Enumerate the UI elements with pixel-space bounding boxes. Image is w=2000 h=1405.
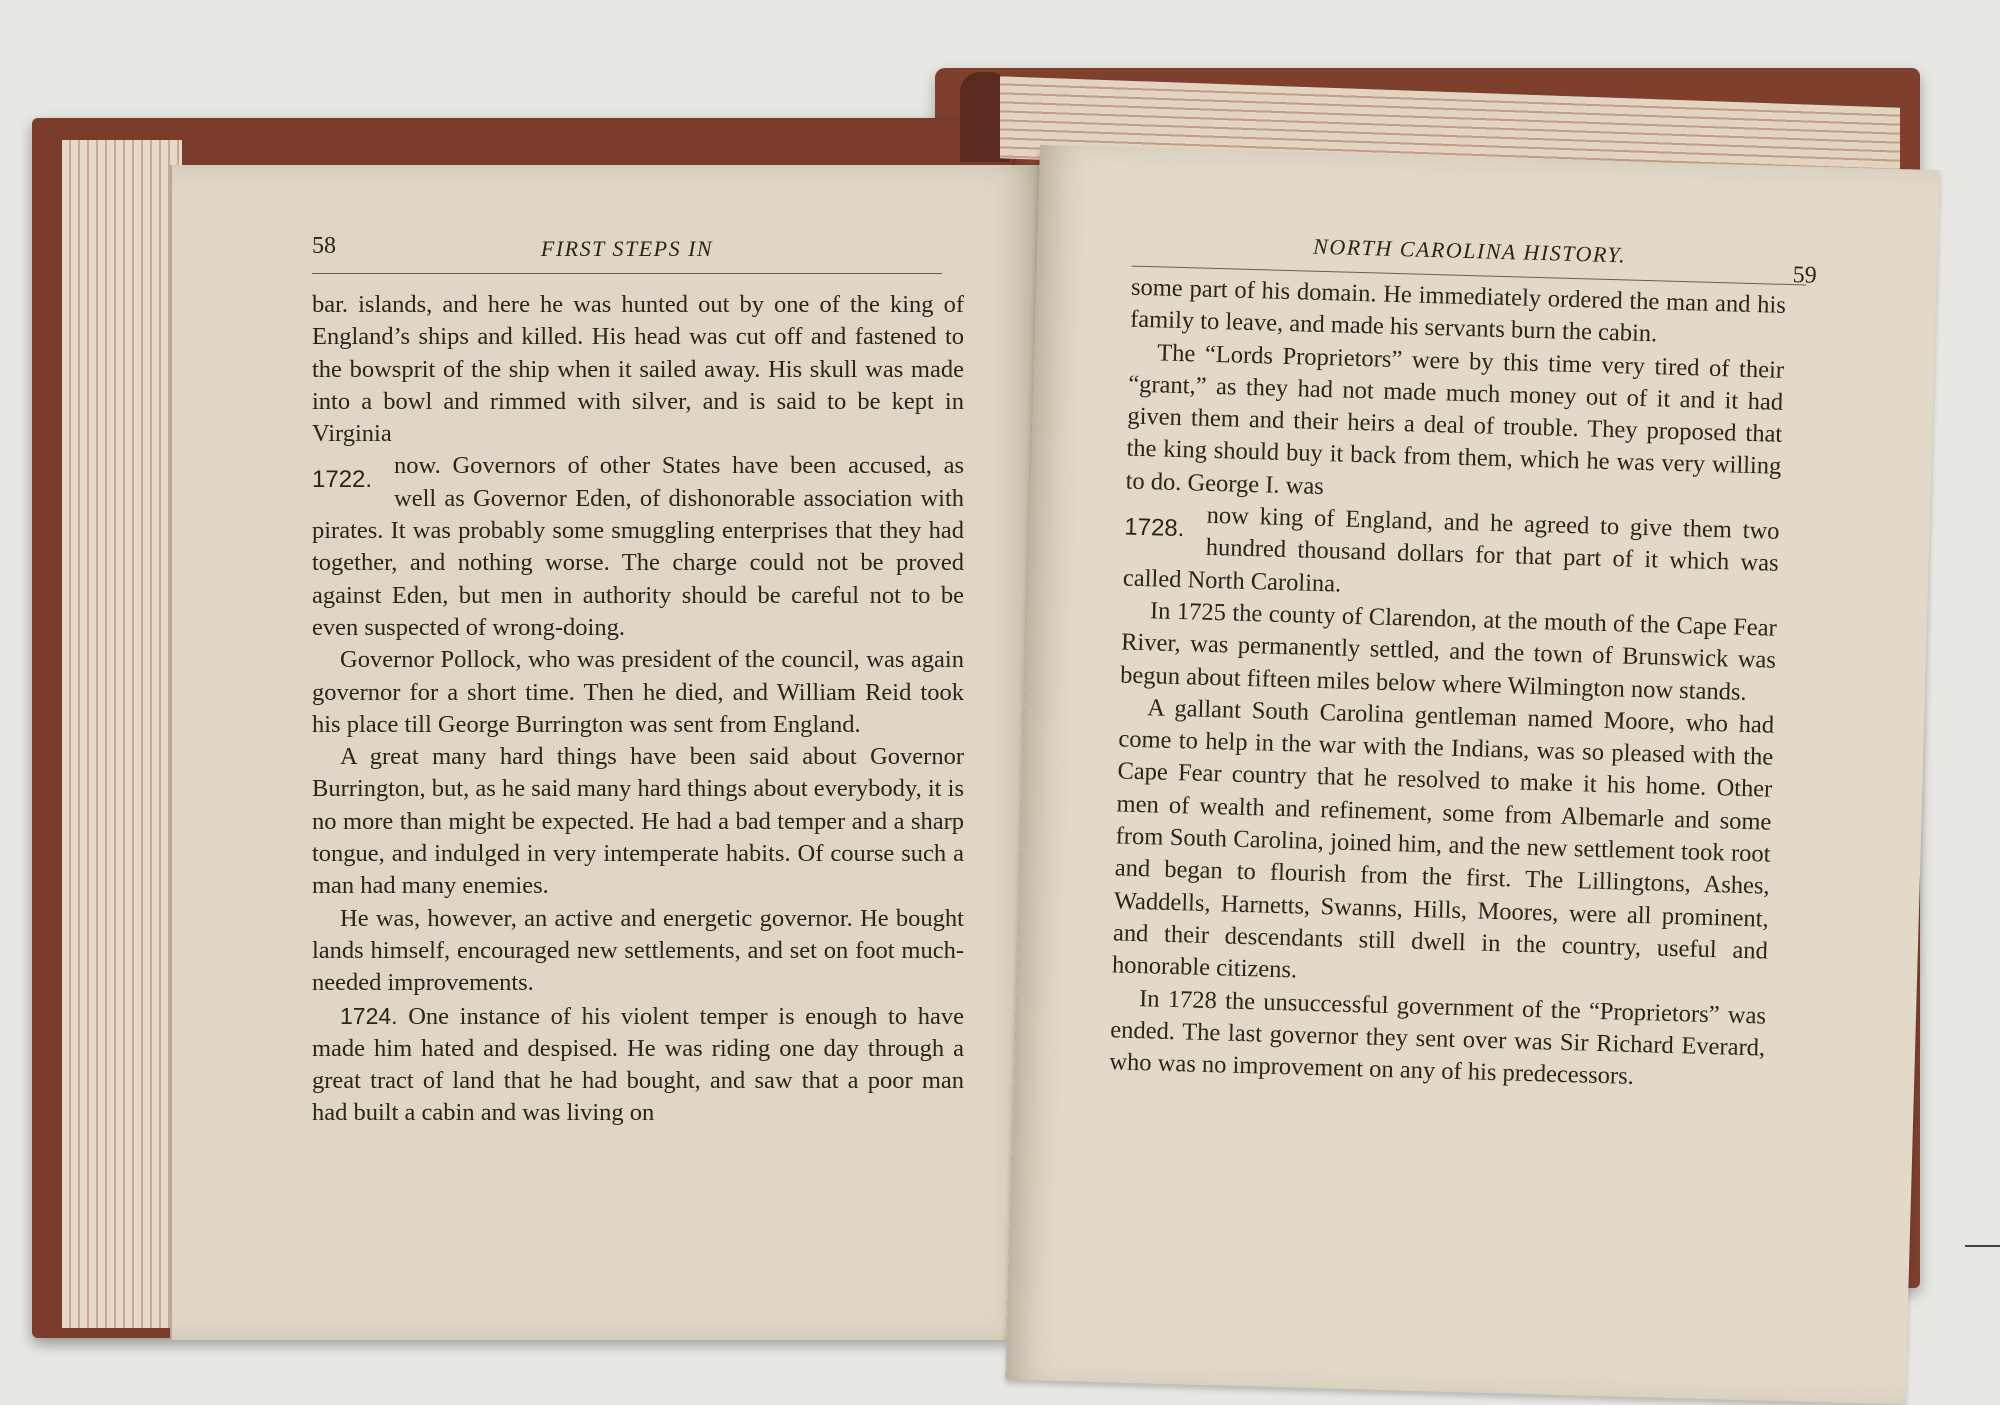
running-title: FIRST STEPS IN <box>540 236 714 261</box>
page-number: 58 <box>312 233 336 259</box>
left-page <box>170 165 1042 1340</box>
inline-year: 1724. <box>340 1002 398 1029</box>
paragraph: Governor Pollock, who was president of the council, was again governor for a short time. Then he died, and William Reid took his place till George Burrington was sent from England. <box>312 646 964 738</box>
margin-year: 1728. <box>1123 513 1185 543</box>
paragraph: In 1728 the unsuccessful government of the “Proprietors” was ended. The last governor they sent over was Sir Richard Everard, who was no improvement on any of his predecessors. <box>1109 984 1767 1091</box>
paragraph: some part of his domain. He immediately ordered the man and his family to leave, and made his servants burn the cabin. <box>1129 273 1787 348</box>
paragraph: now king of England, and he agreed to give them two hundred thousand dollars for that part of it which was called North Carolina. <box>1122 501 1780 598</box>
paragraph: One instance of his violent temper is enough to have made him hated and despised. He was riding one day through a great tract of land that he had bought, and saw that a poor man had built a cabin and was living on <box>312 1002 964 1127</box>
margin-year: 1722. <box>312 466 373 494</box>
running-title: NORTH CAROLINA HISTORY. <box>1312 233 1627 268</box>
paragraph: A gallant South Carolina gentleman named Moore, who had come to help in the war with the Indians, was so pleased with the Cape Fear country that he resolved to make it his home. Other men of wealth and refinement, some from Albemarle and some from South Carolina, joined him, and the new settlement took root and began to flourish from the first. The Lillingtons, Ashes, Waddells, Harnetts, Swanns, Hills, Moores, were all prominent, and their descendants still dwell in the country, useful and honorable citizens. <box>1111 694 1775 984</box>
left-body-text <box>312 289 964 1130</box>
left-running-head <box>312 233 942 274</box>
right-body-text <box>1109 272 1786 1097</box>
right-page <box>1006 145 1940 1405</box>
paragraph: now. Governors of other States have been accused, as well as Governor Eden, of dishonorable association with pirates. It was probably some smuggling enterprises that they had together, and nothing worse. The charge could not be proved against Eden, but men in authority should be careful not to be even suspected of wrong-doing. <box>312 452 964 641</box>
paragraph: bar. islands, and here he was hunted out by one of the king of England’s ships and killed. His head was cut off and fastened to the bowsprit of the ship when it sailed away. His skull was made into a bowl and rimmed with silver, and is said to be kept in Virginia <box>312 291 964 448</box>
paragraph: In 1725 the county of Clarendon, at the mouth of the Cape Fear River, was permanently settled, and the town of Brunswick was begun about fifteen miles below where Wilmington now stands. <box>1119 597 1778 706</box>
paragraph: The “Lords Proprietors” were by this time very tired of their “grant,” as they had not made much money out of it and it had given them and their heirs a deal of trouble. They proposed that the king should buy it back from them, which he was very willing to do. George I. was <box>1125 338 1785 500</box>
page-edges-left <box>62 140 182 1328</box>
paragraph: A great many hard things have been said about Governor Burrington, but, as he said many hard things about everybody, it is no more than might be expected. He had a bad temper and a sharp tongue, and indulged in very intemperate habits. Of course such a man had many enemies. <box>312 743 964 900</box>
margin-mark <box>1965 1245 2000 1247</box>
paragraph: He was, however, an active and energetic governor. He bought lands himself, encouraged new settlements, and set on foot much-needed improvements. <box>312 904 964 997</box>
page-number: 59 <box>1792 262 1818 289</box>
